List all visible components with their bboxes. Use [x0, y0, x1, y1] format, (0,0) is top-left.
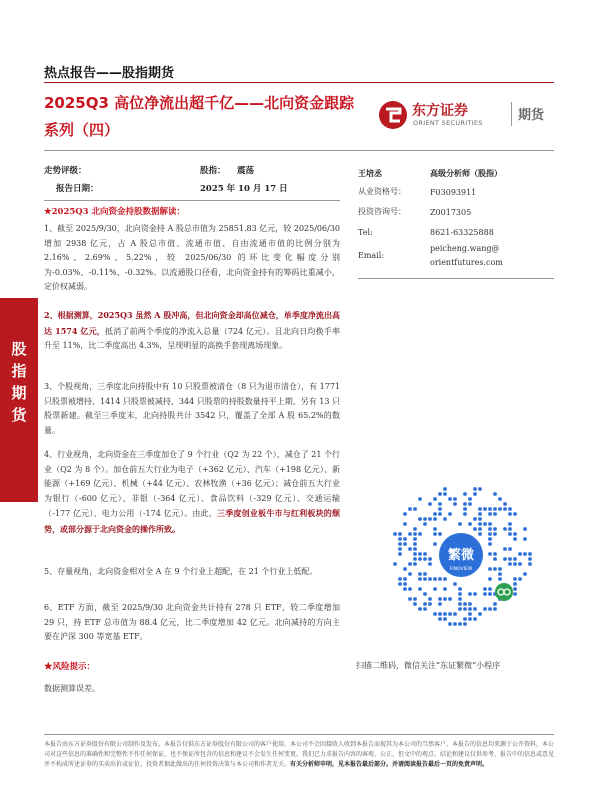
email-label: Email: [358, 251, 385, 260]
license-label: 从业资格号： [358, 187, 406, 196]
side-category-tab [0, 298, 38, 502]
point-3: 3、个股视角，三季度北向持股中有 10 只股票被清仓（8 只为退市清仓），有 1771 只股票被增持、1414 只股票被减持，344 只股票的持股数量持平上期，另有 13 只股票新建。截至三季度末，北向持股共计 3542 只，覆盖了全部 A 股 65.2%的数量。 [44, 382, 340, 435]
point-4 [44, 448, 340, 538]
license-value: F03093911 [430, 188, 477, 197]
index-value: 震荡 [237, 166, 255, 176]
highlights-heading: ★2025Q3 北向资金持股数据解读： [44, 207, 186, 217]
point-2-rest: 抵消了前两个季度的净流入总量（724 亿元）。且北向日均换手率升至 11%，比二季度高出 4.3%，呈现明显的高换手套现离场现象。 [44, 326, 340, 351]
disclaimer-text: 本报告由东方证券股份有限公司制作及发布。本报告仅供东方证券股份有限公司的客户使用。本公司不会因接收人收到本报告而视其为本公司的当然客户。本报告的信息均来源于公开资料，本公司对这些信息的准确性和完整性不作任何保证，也不保证所包含的信息和建议不会发生任何变更。我们已力求报告内容的客观、公正，但文中的观点、结论和建议仅供参考，报告中的信息或意见并不构成所述证券的买卖出价或征价，投资者据此做出的任何投资决策与本公司和作者无关。 [44, 741, 555, 768]
mini-program-icon [495, 583, 513, 601]
title-divider [44, 150, 554, 151]
risk-heading: ★风险提示： [44, 662, 96, 672]
consult-value: Z0017305 [430, 208, 472, 217]
analyst-name: 王培丞 [358, 168, 382, 178]
footer-divider [44, 734, 554, 735]
report-date-value: 2025 年 10 月 17 日 [200, 184, 288, 194]
disclaimer-bold: 有关分析师申明，见本报告最后部分。并请阅读报告最后一页的免责声明。 [290, 761, 489, 768]
trend-rating-label: 走势评级： [44, 166, 87, 176]
side-tab-label: 股指期货 [11, 340, 27, 424]
qr-center-en: FINOVIEW [449, 567, 473, 572]
logo-divider [511, 102, 512, 126]
disclaimer [44, 740, 554, 770]
orient-logo-icon [378, 100, 408, 130]
logo-text-en: ORIENT SECURITIES [413, 119, 483, 127]
point-2 [44, 308, 340, 354]
email-value-line1[interactable]: peicheng.wang@ [430, 244, 500, 253]
point-5: 5、存量视角，北向资金相对全 A 在 9 个行业上超配，在 21 个行业上低配。 [44, 567, 318, 576]
point-4-bold: 三季度创业板牛市与红利板块的颓势，或部分源于北向资金的操作所致。 [44, 508, 341, 534]
email-value-line2[interactable]: orientfutures.com [430, 258, 503, 267]
tel-label: Tel: [358, 228, 373, 237]
point-1: 1、截至 2025/9/30，北向资金持 A 股总市值为 25851.83 亿元，较 2025/06/30 增加 2938 亿元，占 A 股总市值、流通市值、自由流通市值的比例分别为 2.16%、2.69%、5.22%，较 2025/06/30 的环比变化幅度分别为-0.03%、-0.11%、-0.32%。以流通股口径看，北向资金持有的筹码比重减小，定价权减弱。 [44, 224, 340, 292]
index-label: 股指： [200, 166, 226, 176]
report-date-label: 报告日期： [56, 184, 99, 194]
tel-value: 8621-63325888 [430, 228, 494, 237]
risk-text: 数据测算误差。 [44, 684, 100, 693]
logo-text-futures: 期货 [518, 108, 545, 123]
point-2-bold: 2、根据测算，2025Q3 虽然 A 股冲高，但北向资金却高位减仓，单季度净流出高达 1574 亿元， [44, 310, 340, 336]
report-title: 2025Q3 高位净流出超千亿——北向资金跟踪系列（四） [44, 94, 355, 139]
company-logo [378, 98, 545, 132]
analyst-title: 高级分析师（股指） [430, 168, 502, 178]
wechat-qr-code[interactable] [386, 480, 536, 630]
logo-text-cn: 东方证券 [412, 103, 468, 119]
report-category: 热点报告——股指期货 [44, 66, 175, 81]
qr-caption: 扫描二维码，微信关注“东证繁微”小程序 [356, 661, 501, 670]
header-divider [44, 82, 554, 83]
qr-center-cn: 繁微 [447, 548, 475, 563]
point-4-text: 4、行业视角，北向资金在三季度加仓了 9 个行业（Q2 为 22 个），减仓了 21 个行业（Q2 为 8 个）。加仓前五大行业为电子（+362 亿元）、汽车（+198 亿元）、新能源（+169 亿元）、机械（+44 亿元）、农林牧渔（+36 亿元）；减仓前五大行业为银行（-600 亿元）、非银（-364 亿元）、食品饮料（-329 亿元）、交通运输（-177 亿元）、电力公用（-174 亿元）。由此， [44, 450, 340, 519]
meta-divider [44, 200, 340, 201]
consult-label: 投资咨询号： [358, 207, 406, 216]
point-6: 6、ETF 方面，截至 2025/9/30 北向资金共计持有 278 只 ETF，较二季度增加 29 只，持 ETF 总市值为 88.4 亿元，比二季度增加 42 亿元。北向减持的方向主要在沪深 300 等宽基 ETF。 [44, 603, 340, 642]
analyst-divider [358, 278, 554, 279]
